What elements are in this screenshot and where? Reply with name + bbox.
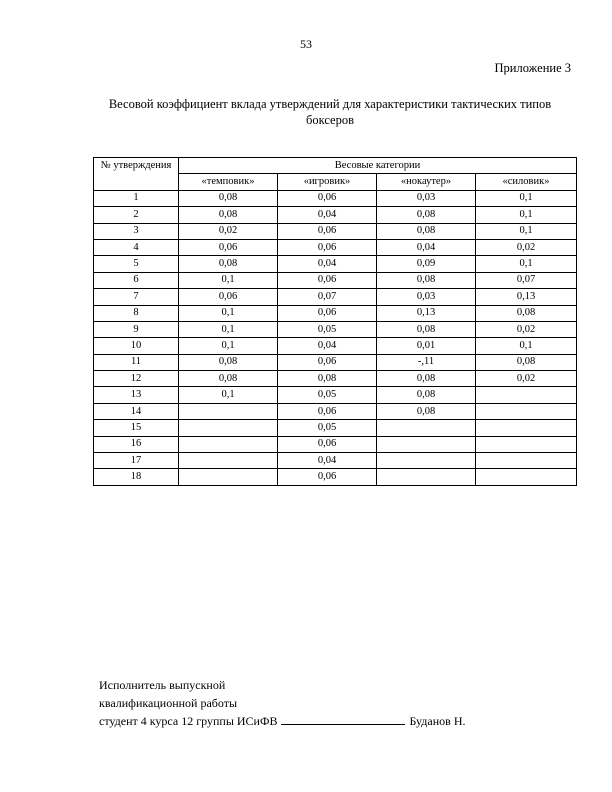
- weight-cell: 0,08: [179, 190, 278, 206]
- table-body: [94, 190, 577, 485]
- weight-cell: [179, 453, 278, 469]
- weight-cell: 0,04: [377, 239, 476, 255]
- row-number-cell: 9: [94, 321, 179, 337]
- footer-student-info: студент 4 курса 12 группы ИСиФВ: [99, 714, 278, 728]
- weight-cell: 0,1: [476, 190, 577, 206]
- weight-cell: 0,03: [377, 190, 476, 206]
- table-row: [94, 436, 577, 452]
- header-statement-number: № утверждения: [94, 158, 179, 191]
- table-row: [94, 207, 577, 223]
- weight-cell: 0,08: [377, 371, 476, 387]
- signer-name: Буданов Н.: [409, 714, 466, 728]
- weight-cell: 0,1: [179, 321, 278, 337]
- weight-cell: 0,02: [476, 321, 577, 337]
- weight-cell: 0,05: [278, 420, 377, 436]
- table-row: [94, 272, 577, 288]
- page-number: 53: [300, 37, 312, 51]
- weight-cell: 0,03: [377, 289, 476, 305]
- row-number-cell: 2: [94, 207, 179, 223]
- row-number-cell: 15: [94, 420, 179, 436]
- row-number-cell: 1: [94, 190, 179, 206]
- weight-cell: 0,08: [179, 256, 278, 272]
- table-row: [94, 223, 577, 239]
- row-number-cell: 14: [94, 403, 179, 419]
- subheader-nokauter: «нокаутер»: [377, 174, 476, 190]
- weight-cell: [476, 420, 577, 436]
- appendix-label: Приложение 3: [494, 61, 571, 75]
- row-number-cell: 3: [94, 223, 179, 239]
- row-number-cell: 11: [94, 354, 179, 370]
- table-row: [94, 469, 577, 485]
- table-row: [94, 256, 577, 272]
- row-number-cell: 4: [94, 239, 179, 255]
- weight-cell: 0,1: [476, 256, 577, 272]
- weight-cell: 0,1: [179, 387, 278, 403]
- weight-cell: 0,06: [179, 289, 278, 305]
- weight-cell: [179, 403, 278, 419]
- weight-cell: 0,02: [476, 371, 577, 387]
- weight-cell: 0,08: [278, 371, 377, 387]
- weight-cell: 0,08: [377, 321, 476, 337]
- weight-cell: 0,06: [278, 190, 377, 206]
- weight-cell: [476, 453, 577, 469]
- weight-cell: 0,1: [179, 305, 278, 321]
- weight-cell: 0,1: [179, 338, 278, 354]
- weight-cell: [377, 436, 476, 452]
- weight-cell: -,11: [377, 354, 476, 370]
- weight-cell: 0,08: [476, 305, 577, 321]
- row-number-cell: 17: [94, 453, 179, 469]
- weight-cell: 0,09: [377, 256, 476, 272]
- subheader-tempovik: «темповик»: [179, 174, 278, 190]
- weight-cell: 0,06: [278, 239, 377, 255]
- weight-cell: 0,07: [278, 289, 377, 305]
- weight-cell: 0,06: [278, 469, 377, 485]
- weight-cell: 0,04: [278, 453, 377, 469]
- footer-line-2: квалификационной работы: [99, 696, 238, 710]
- table-row: [94, 289, 577, 305]
- table-row: [94, 338, 577, 354]
- table-header-row: [94, 158, 577, 174]
- weight-cell: [476, 403, 577, 419]
- weight-cell: [179, 436, 278, 452]
- row-number-cell: 13: [94, 387, 179, 403]
- weight-cell: 0,05: [278, 321, 377, 337]
- weight-cell: [476, 387, 577, 403]
- table-row: [94, 305, 577, 321]
- weight-cell: 0,04: [278, 256, 377, 272]
- subheader-silovik: «силовик»: [476, 174, 577, 190]
- weight-cell: 0,06: [278, 436, 377, 452]
- table-row: [94, 403, 577, 419]
- weight-cell: 0,04: [278, 207, 377, 223]
- table-title: Весовой коэффициент вклада утверждений для характеристики тактических типов боксеров: [108, 97, 552, 127]
- weight-cell: 0,06: [278, 354, 377, 370]
- subheader-igrovik: «игровик»: [278, 174, 377, 190]
- weight-cell: 0,06: [278, 305, 377, 321]
- weights-table: [93, 157, 577, 486]
- row-number-cell: 8: [94, 305, 179, 321]
- row-number-cell: 18: [94, 469, 179, 485]
- weight-cell: [476, 436, 577, 452]
- table-row: [94, 371, 577, 387]
- weight-cell: 0,13: [377, 305, 476, 321]
- weight-cell: 0,01: [377, 338, 476, 354]
- weight-cell: 0,13: [476, 289, 577, 305]
- weight-cell: 0,06: [278, 223, 377, 239]
- row-number-cell: 5: [94, 256, 179, 272]
- signature-line: [281, 712, 405, 725]
- weight-cell: 0,08: [179, 371, 278, 387]
- weight-cell: 0,06: [278, 403, 377, 419]
- row-number-cell: 12: [94, 371, 179, 387]
- weight-cell: 0,08: [179, 354, 278, 370]
- table-row: [94, 239, 577, 255]
- weight-cell: 0,1: [179, 272, 278, 288]
- weight-cell: [377, 469, 476, 485]
- weight-cell: 0,08: [377, 403, 476, 419]
- row-number-cell: 6: [94, 272, 179, 288]
- table-row: [94, 387, 577, 403]
- table-row: [94, 321, 577, 337]
- row-number-cell: 10: [94, 338, 179, 354]
- weight-cell: [377, 453, 476, 469]
- row-number-cell: 7: [94, 289, 179, 305]
- weight-cell: 0,06: [278, 272, 377, 288]
- weight-cell: 0,08: [377, 207, 476, 223]
- footer-signature: [99, 676, 466, 730]
- weight-cell: 0,08: [476, 354, 577, 370]
- weight-cell: [377, 420, 476, 436]
- weight-cell: 0,1: [476, 338, 577, 354]
- row-number-cell: 16: [94, 436, 179, 452]
- weight-cell: [179, 469, 278, 485]
- weight-cell: 0,04: [278, 338, 377, 354]
- table-row: [94, 190, 577, 206]
- table-row: [94, 453, 577, 469]
- weight-cell: 0,07: [476, 272, 577, 288]
- header-weight-categories: Весовые категории: [179, 158, 577, 174]
- weight-cell: 0,1: [476, 223, 577, 239]
- weight-cell: 0,08: [377, 223, 476, 239]
- weight-cell: [179, 420, 278, 436]
- weight-cell: 0,08: [377, 387, 476, 403]
- weight-cell: 0,06: [179, 239, 278, 255]
- weight-cell: 0,02: [476, 239, 577, 255]
- weight-cell: 0,02: [179, 223, 278, 239]
- table-row: [94, 420, 577, 436]
- weight-cell: [476, 469, 577, 485]
- weight-cell: 0,08: [179, 207, 278, 223]
- weight-cell: 0,1: [476, 207, 577, 223]
- weight-cell: 0,05: [278, 387, 377, 403]
- footer-line-1: Исполнитель выпускной: [99, 678, 226, 692]
- table-row: [94, 354, 577, 370]
- footer-line-3: [99, 712, 466, 730]
- weight-cell: 0,08: [377, 272, 476, 288]
